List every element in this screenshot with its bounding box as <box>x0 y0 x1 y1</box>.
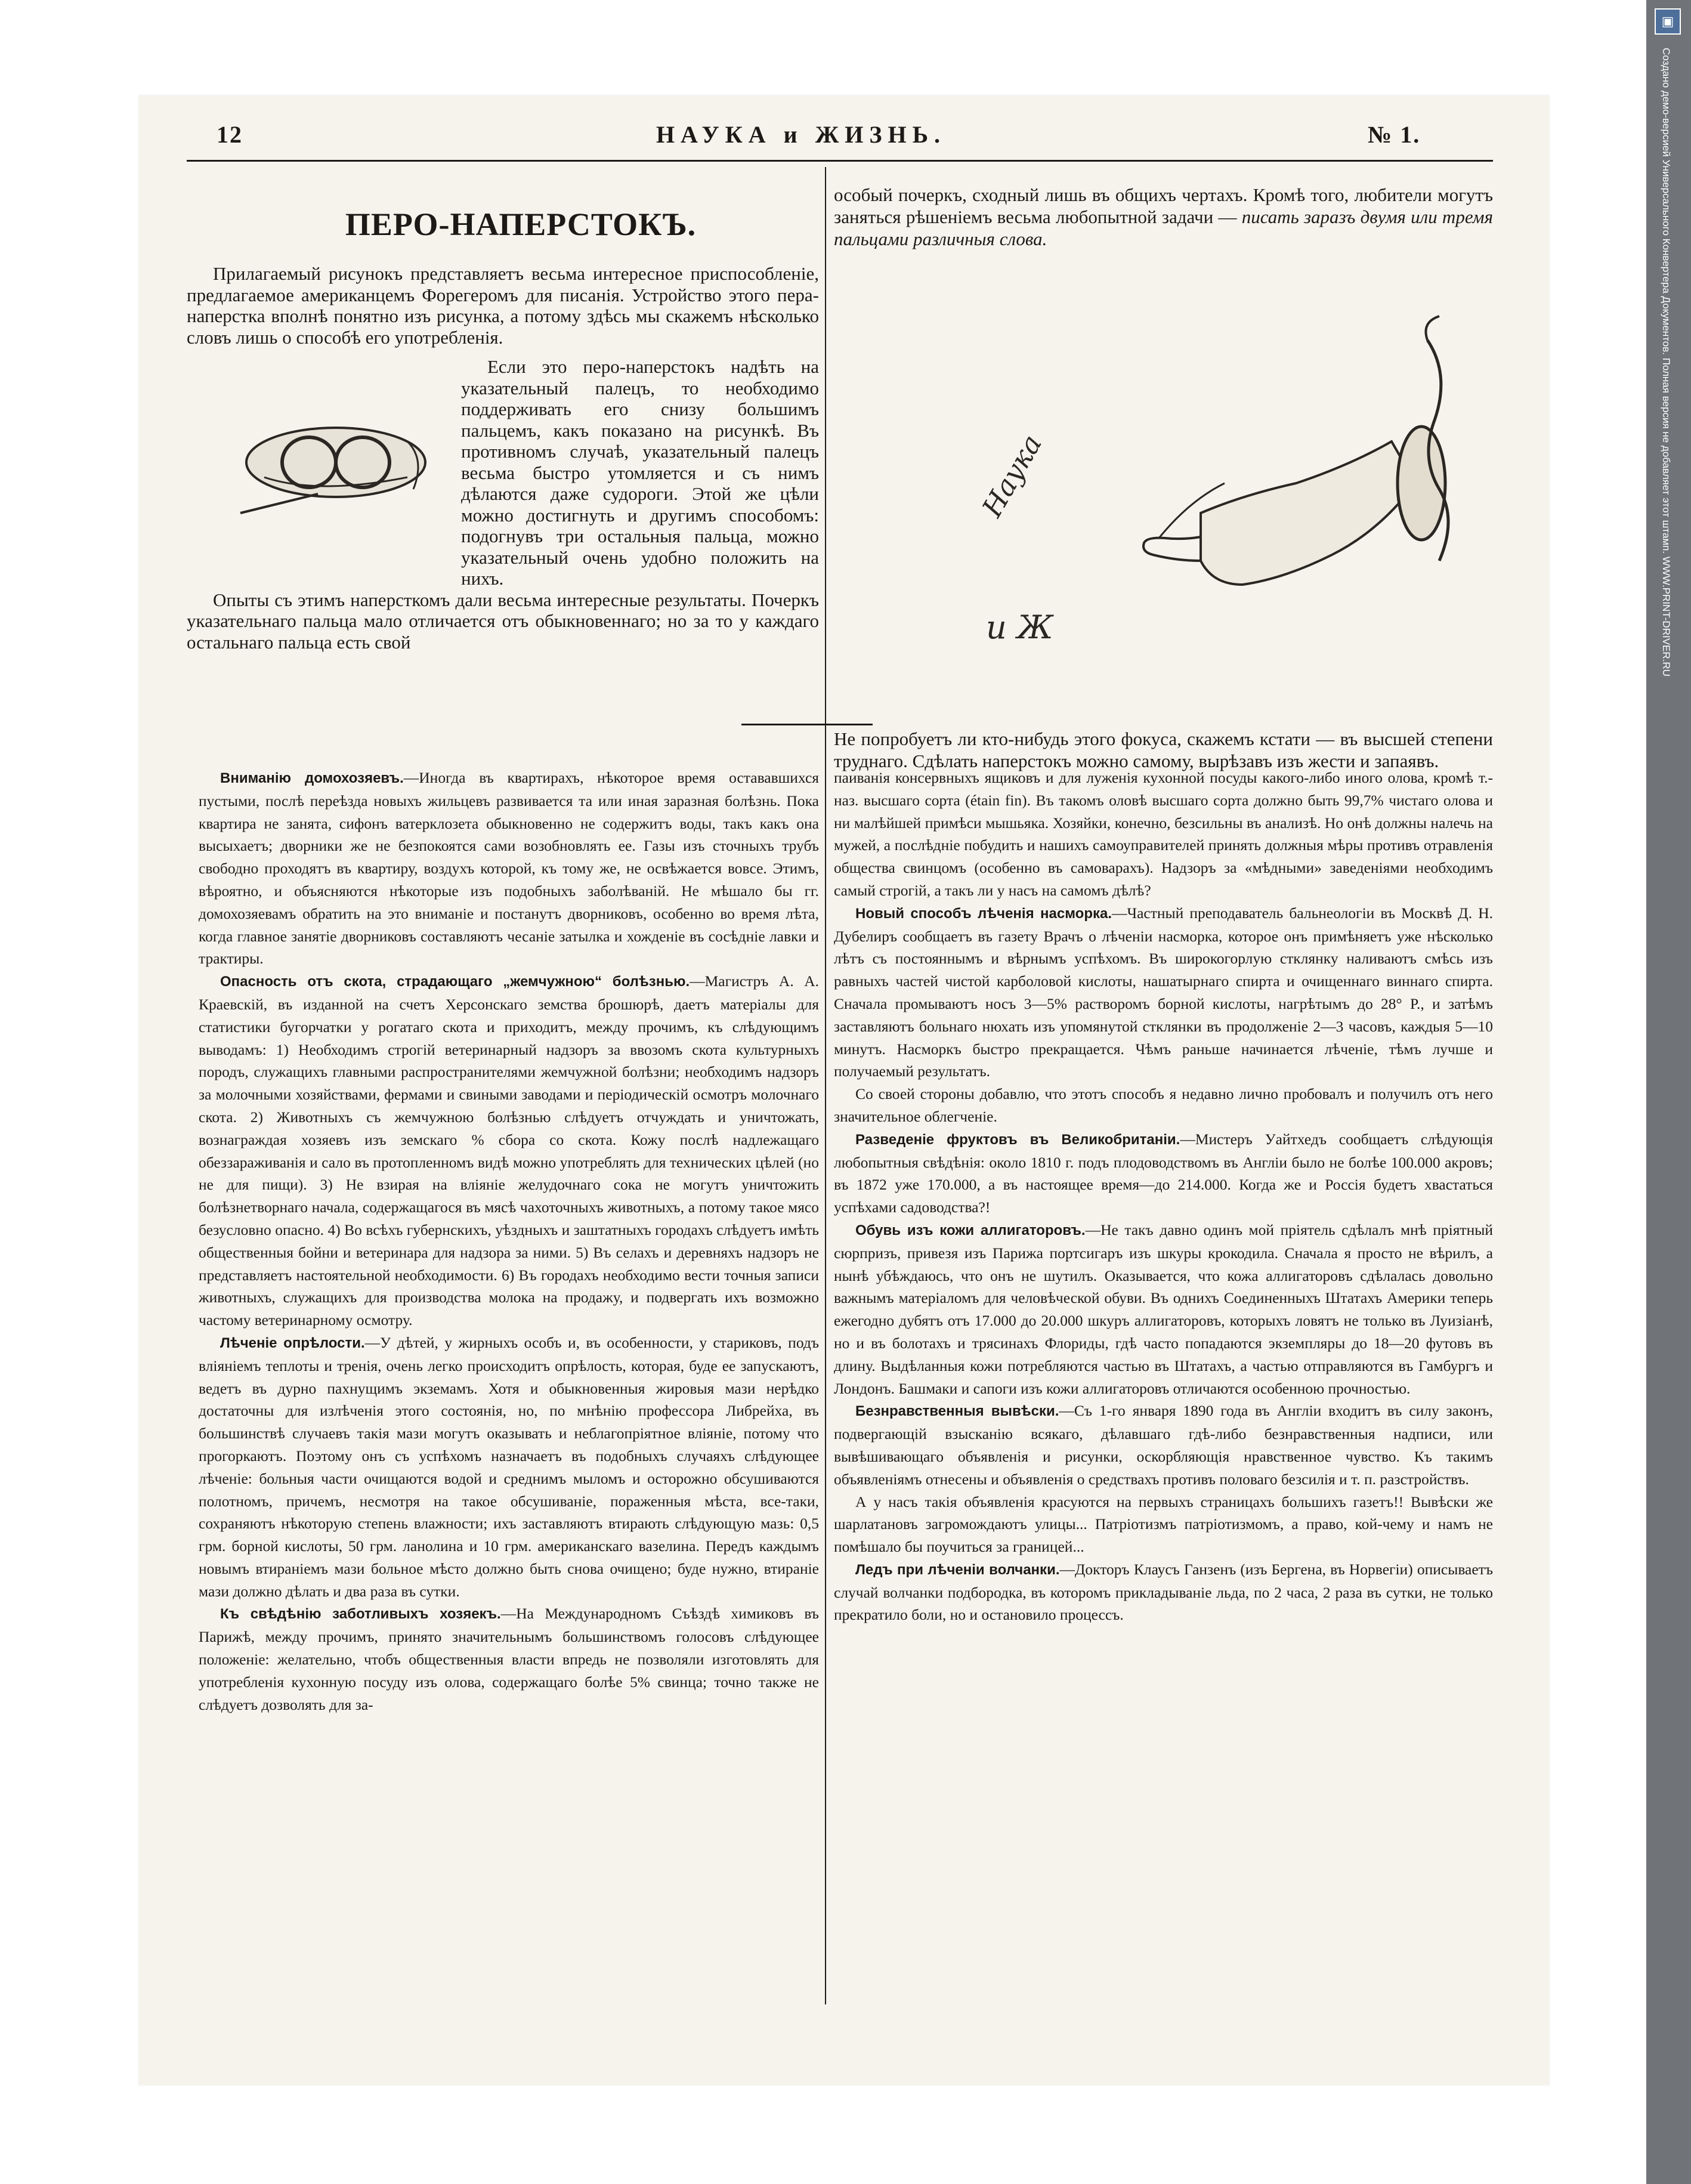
news-heading: Безнравственныя вывѣски. <box>855 1403 1059 1420</box>
article-paragraph-1: Прилагаемый рисунокъ представляетъ весьма интересное приспособленіе, предлагаемое американцемъ Форегеромъ для писанія. Устройство этого пера-наперстка вполнѣ понятно изъ рисунка, а потому здѣсь мы скажемъ нѣсколько словъ лишь о способѣ его употребленія. <box>187 263 819 348</box>
news-item <box>199 1332 819 1603</box>
news-item <box>834 1083 1493 1128</box>
article-paragraph-2: Если это перо-наперстокъ надѣть на указательный палецъ, то необходимо поддерживать его снизу большимъ пальцемъ, какъ показано на рисункѣ. Въ противномъ случаѣ, указательный палецъ весьма быстро утомляется и съ нимъ дѣлаются даже судороги. Этой же цѣли можно достигнуть и другимъ способомъ: подогнувъ три остальныя пальца, можно указательный очень удобно положить на нихъ. <box>461 356 819 589</box>
news-text: —Магистръ А. А. Краевскій, въ изданной на счетъ Херсонскаго земства брошюрѣ, даетъ матеріалы для статистики бугорчатки у рогатаго скота и приходитъ, между прочимъ, къ слѣдующимъ выводамъ: 1) Необходимъ строгій ветеринарный надзоръ за ввозомъ скота культурныхъ породъ, служащихъ главными распространителями жемчужной болѣзни; необходимъ надзоръ за молочными хозяйствами, фермами и свиными заводами и періодическій осмотръ молочнаго скота. 2) Животныхъ съ жемчужною болѣзнью слѣдуетъ отчуждать и уничтожать, вознаграждая хозяевъ изъ земскаго % сбора со скота. Кожу послѣ надлежащаго обеззараживанія и сало въ протопленномъ видѣ можно употреблять для технических цѣлей (но не для пищи). 3) Не взирая на вліяніе желудочнаго сока не могутъ уничтожить болѣзнетворнаго начала, содержащагося въ мясѣ чахоточныхъ животныхъ, а потому такое мясо безусловно опасно. 4) Во всѣхъ губернскихъ, уѣздныхъ и заштатныхъ городахъ слѣдуетъ имѣть общественныя бойни и ветеринара для надзора за ними. 5) Въ селахъ и деревняхъ надзоръ не представляетъ настоятельной необходимости. 6) Въ городахъ необходимо вести точныя записи животныхъ, служащихъ для производства молока на продажу, и подвергать ихъ возможно частому ветеринарному осмотру. <box>199 972 819 1329</box>
news-text: —Не такъ давно одинъ мой пріятель сдѣлалъ мнѣ пріятный сюрпризъ, привезя изъ Парижа портсигаръ изъ шкуры крокодила. Сначала я просто не вѣрилъ, а нынѣ убѣждаюсь, что онъ не шутилъ. Оказывается, что кожа аллигаторовъ сдѣлалась довольно важнымъ матеріаломъ для человѣческой обуви. Въ однихъ Соединенныхъ Штатахъ Америки теперь ежегодно дубятъ отъ 17.000 до 20.000 шкуръ аллигаторовъ, которыхъ ловятъ не только въ Луизіанѣ, но и въ болотахъ и трясинахъ Флориды, гдѣ часто попадаются экземпляры до 18—20 футовъ въ длину. Выдѣланныя кожи потребляются частью въ Штатахъ, а частью отправляются въ Гамбургъ и Лондонъ. Башмаки и сапоги изъ кожи аллигаторовъ отличаются особенною прочностью. <box>834 1221 1493 1397</box>
news-text: —Съ 1-го января 1890 года въ Англіи входитъ въ силу законъ, подвергающій взысканію всякаго, дѣлавшаго гдѣ-либо безнравственныя надписи, или вывѣшивающаго объявленія и рисунки, оскорбляющія нравственное чувство. Къ такимъ объявленіямъ отнесены и объявленія о средствахъ противъ половаго безсилія и т. п. разстройствъ. <box>834 1402 1493 1488</box>
article-right-column <box>834 184 1493 250</box>
news-item <box>834 1128 1493 1219</box>
news-right-column <box>834 767 1493 1626</box>
figure-inscription-2: и Ж <box>986 608 1053 646</box>
article-paragraph-5: Не попробуетъ ли кто-нибудь этого фокуса, скажемъ кстати — въ высшей степени труднаго. Сдѣлать наперстокъ можно самому, вырѣзавъ изъ жести и запаявъ. <box>834 728 1493 771</box>
pdf-stamp-bar <box>1646 0 1691 2184</box>
news-item <box>834 1558 1493 1626</box>
news-column-divider <box>825 767 826 2004</box>
news-text: паиванія консервныхъ ящиковъ и для луженія кухонной посуды какого-либо иного олова, кромѣ т.-наз. высшаго сорта (étain fin). Въ такомъ оловѣ высшаго сорта должно быть 99,7% чистаго олова и ни малѣйшей примѣси мышьяка. Хозяйки, конечно, безсильны въ анализѣ. Но онѣ должны налечь на мужей, а послѣдніе побудить и нашихъ самоуправителей принять должныя мѣры противъ отравленія общества свинцомъ (особенно въ самоварахъ). Надзоръ за «мѣдными» заведеніями необходимъ самый строгій, а такъ ли у насъ на самомъ дѣлѣ? <box>834 769 1493 899</box>
section-separator <box>741 724 873 725</box>
news-item <box>199 767 819 970</box>
news-item <box>834 1400 1493 1490</box>
news-heading: Вниманію домохозяевъ. <box>220 770 404 786</box>
article-column-divider <box>825 167 826 793</box>
news-text: —Мистеръ Уайтхедъ сообщаетъ слѣдующія любопытныя свѣдѣнія: около 1810 г. подъ плодоводствомъ въ Англіи было не болѣе 100.000 акровъ; въ 1872 уже 170.000, а въ настоящее время—до 214.000. Когда же и Россія будетъ хвастаться успѣхами садоводства?! <box>834 1130 1493 1216</box>
thimble-pen-illustration <box>228 406 455 519</box>
news-text: —У дѣтей, у жирныхъ особъ и, въ особенности, у стариковъ, подъ вліяніемъ теплоты и тренія, очень легко происходитъ опрѣлость, которая, буде ее запускаютъ, ведетъ въ дурно пахнущимъ экземамъ. Хотя и обыкновенныя жировыя мази нерѣдко достаточны для излѣченія этого состоянія, но, по мнѣнію профессора Либрейха, въ большинствѣ случаевъ такія мази могутъ оказывать и неблагопріятное вліяніе, потому что прогоркаютъ. Поэтому онъ съ успѣхомъ назначаетъ въ подобныхъ случаяхъ слѣдующее лѣченіе: больныя части очищаются водой и среднимъ мыломъ и осторожно обсушиваются полотномъ, причемъ, несмотря на такое обсушиваніе, пораженныя мѣста, все-таки, сохраняютъ нѣкоторую степень влажности; ихъ заставляютъ втирають слѣдующую мазь: 0,5 грм. борной кислоты, 50 грм. ланолина и 10 грм. американскаго вазелина. Передъ каждымъ новымъ втираніемъ мази больное мѣсто должно быть снова очищено; буде нужно, втираніе мази должно дѣлать и два раза въ сутки. <box>199 1333 820 1600</box>
converter-logo-icon: ▣ <box>1655 8 1681 35</box>
news-heading: Ледъ при лѣченіи волчанки. <box>855 1561 1060 1578</box>
header-rule <box>187 160 1493 162</box>
news-left-column <box>199 767 819 1716</box>
news-heading: Опасность отъ скота, страдающаго „жемчужною“ болѣзнью. <box>220 974 690 990</box>
news-heading: Обувь изъ кожи аллигаторовъ. <box>855 1222 1086 1238</box>
news-text: А у насъ такія объявленія красуются на первыхъ страницахъ большихъ газетъ!! Вывѣски же шарлатановъ загромождаютъ улицы... Патріотизмъ патріотизмомъ, а право, кой-чему и намъ не помѣшало бы поучиться за границей... <box>834 1493 1493 1556</box>
news-heading: Лѣченіе опрѣлости. <box>220 1335 365 1351</box>
news-text: —На Международномъ Съѣздѣ химиковъ въ Парижѣ, между прочимъ, принято значительнымъ большинствомъ голосовъ слѣдующее положеніе: желательно, чтобъ общественныя власти впредь не позволяли изготовлять для употребленія кухонную посуду изъ олова, содержащаго болѣе 5% свинца; точно также не слѣдуетъ дозволять для за- <box>199 1605 819 1713</box>
news-item <box>199 1602 819 1716</box>
issue-number: № 1. <box>1368 121 1421 148</box>
news-text: Со своей стороны добавлю, что этотъ способъ я недавно лично пробовалъ и получилъ отъ него значительное облегченіе. <box>834 1085 1493 1125</box>
hand-writing-illustration <box>962 304 1487 674</box>
news-text: —Иногда въ квартирахъ, нѣкоторое время остававшихся пустыми, послѣ переѣзда новыхъ жильцевъ развивается та или иная заразная болѣзнь. Пока квартира не занята, сифонъ ватерклозета обыкновенно не содержитъ воды, такъ какъ она высыхаетъ; дворники же не безпокоятся сами возобновлять ее. Газы изъ сточныхъ трубъ свободно проходятъ въ квартиру, воздухъ которой, къ тому же, не освѣжается вовсе. Этимъ, вѣроятно, и объясняются нѣкоторые изъ подобныхъ заболѣваній. Не мѣшало бы гг. домохозяевамъ обратить на это вниманіе и постанутъ дворниковъ, особенно во время лѣта, когда главное занятіе дворниковъ составляютъ чесаніе затылка и хожденіе въ сосѣдніе лавки и трактиры. <box>199 769 820 968</box>
news-heading: Разведеніе фруктовъ въ Великобританіи. <box>855 1131 1180 1148</box>
news-heading: Новый способъ лѣченія насморка. <box>855 905 1112 922</box>
news-text: —Докторъ Клаусъ Ганзенъ (изъ Бергена, въ Норвегіи) описываетъ случай волчанки подбородка, въ которомъ прикладываніе льда, по 2 часа, 2 раза въ сутки, не только прекратило боли, но и остановило процессъ. <box>834 1560 1494 1624</box>
page-number: 12 <box>217 121 243 148</box>
scanned-page <box>139 95 1549 2085</box>
figure-inscription-1: Наука <box>975 429 1049 523</box>
news-item <box>834 767 1493 902</box>
journal-title: НАУКА и ЖИЗНЬ. <box>656 121 947 148</box>
pdf-stamp-text: Создано демо-версией Универсального Конвертера Документов. Полная версия не добавляет этот штамп. WWW.PRINT-DRIVER.RU <box>1661 48 1672 676</box>
article-paragraph-4 <box>834 184 1493 250</box>
news-item <box>834 902 1493 1083</box>
news-item <box>834 1491 1493 1558</box>
article-right-column-end <box>834 728 1493 772</box>
news-item <box>199 970 819 1332</box>
article-title: ПЕРО-НАПЕРСТОКЪ. <box>345 206 697 242</box>
news-heading: Къ свѣдѣнію заботливыхъ хозяекъ. <box>220 1606 501 1623</box>
article-paragraph-4-italic: писать заразъ двумя или тремя пальцами различныя слова. <box>834 206 1494 249</box>
news-item <box>834 1219 1493 1400</box>
article-paragraph-3: Опыты съ этимъ наперсткомъ дали весьма интересные результаты. Почеркъ указательнаго пальца мало отличается отъ обыкновеннаго; но за то у каждаго остальнаго пальца есть свой <box>187 589 819 653</box>
article-paragraph-4-text: особый почеркъ, сходный лишь въ общихъ чертахъ. Кромѣ того, любители могутъ заняться рѣшеніемъ весьма любопытной задачи — <box>834 184 1493 227</box>
news-text: —Частный преподаватель бальнеологіи въ Москвѣ Д. Н. Дубелиръ сообщаетъ въ газету Врачъ о лѣченіи насморка, которое онъ примѣняетъ уже нѣсколько лѣтъ съ постояннымъ и вѣрнымъ успѣхомъ. Въ широкогорлую стклянку наливаютъ смѣсь изъ равныхъ частей чистой карболовой кислоты, нашатырнаго спирта и очищеннаго виннаго спирта. Сначала промываютъ носъ 3—5% растворомъ борной кислоты, нагрѣтымъ до 28° Р., и затѣмъ заставляютъ больнаго нюхать изъ упомянутой стклянки въ продолженіе 2—3 часовъ, каждыя 5—10 минутъ. Насморкъ быстро прекращается. Чѣмъ раньше начинается лѣченіе, тѣмъ лучше и получаемый результатъ. <box>834 904 1493 1080</box>
